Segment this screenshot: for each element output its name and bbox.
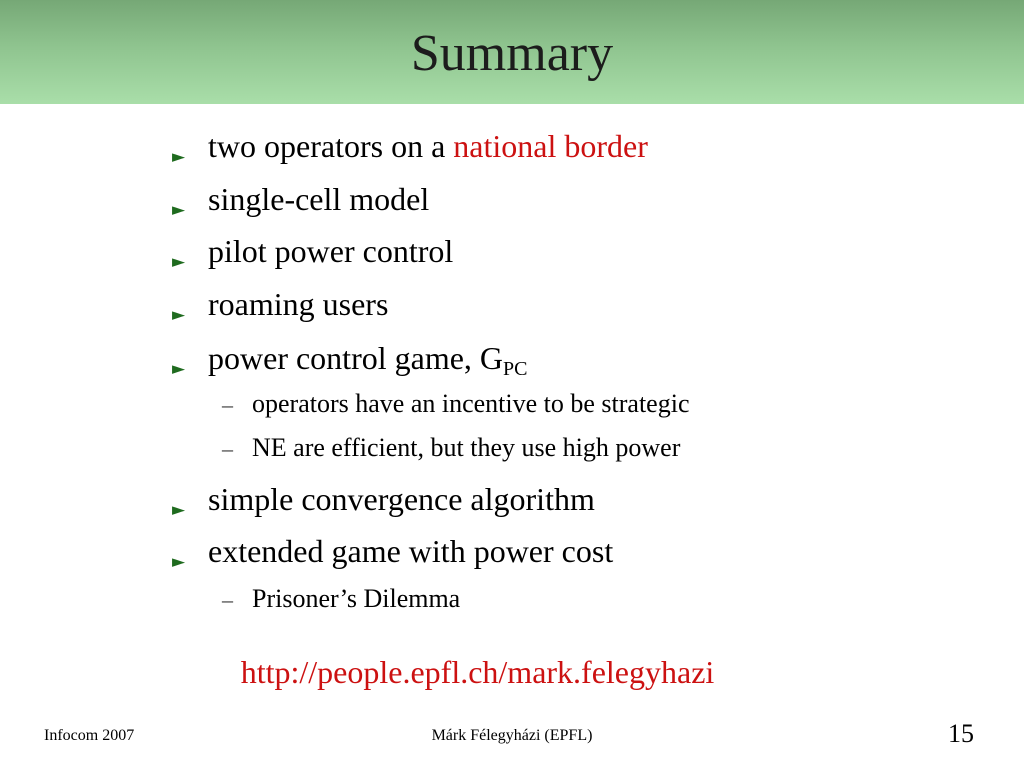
triangle-bullet-icon: ► [172, 500, 186, 520]
bullet-text: pilot power control [208, 233, 454, 269]
bullet-text: two operators on a [208, 128, 454, 164]
sub-bullet-text: Prisoner’s Dilemma [252, 584, 461, 613]
bullet-text: power control game, G [208, 340, 504, 376]
dash-bullet-icon: – [222, 392, 233, 417]
triangle-bullet-icon: ► [172, 552, 186, 572]
dash-bullet-icon: – [222, 587, 233, 612]
footer-author: Márk Félegyházi (EPFL) [431, 727, 593, 744]
sub-bullet-text: operators have an incentive to be strategic [252, 389, 690, 418]
bullet-text: single-cell model [208, 181, 430, 217]
slide-title: Summary [410, 25, 614, 82]
triangle-bullet-icon: ► [172, 305, 186, 325]
page-number: 15 [948, 719, 974, 748]
sub-bullet-text: NE are efficient, but they use high power [252, 433, 681, 462]
triangle-bullet-icon: ► [172, 200, 186, 220]
bullet-text: roaming users [208, 286, 389, 322]
triangle-bullet-icon: ► [172, 359, 186, 379]
bullet-text: simple convergence algorithm [208, 481, 595, 517]
subscript-text: PC [503, 358, 528, 380]
highlight-text: national border [453, 128, 648, 164]
bullet-text: extended game with power cost [208, 533, 614, 569]
triangle-bullet-icon: ► [172, 252, 186, 272]
dash-bullet-icon: – [222, 436, 233, 461]
triangle-bullet-icon: ► [172, 147, 186, 167]
profile-link[interactable]: http://people.epfl.ch/mark.felegyhazi [240, 654, 715, 690]
footer-conference: Infocom 2007 [44, 727, 135, 744]
